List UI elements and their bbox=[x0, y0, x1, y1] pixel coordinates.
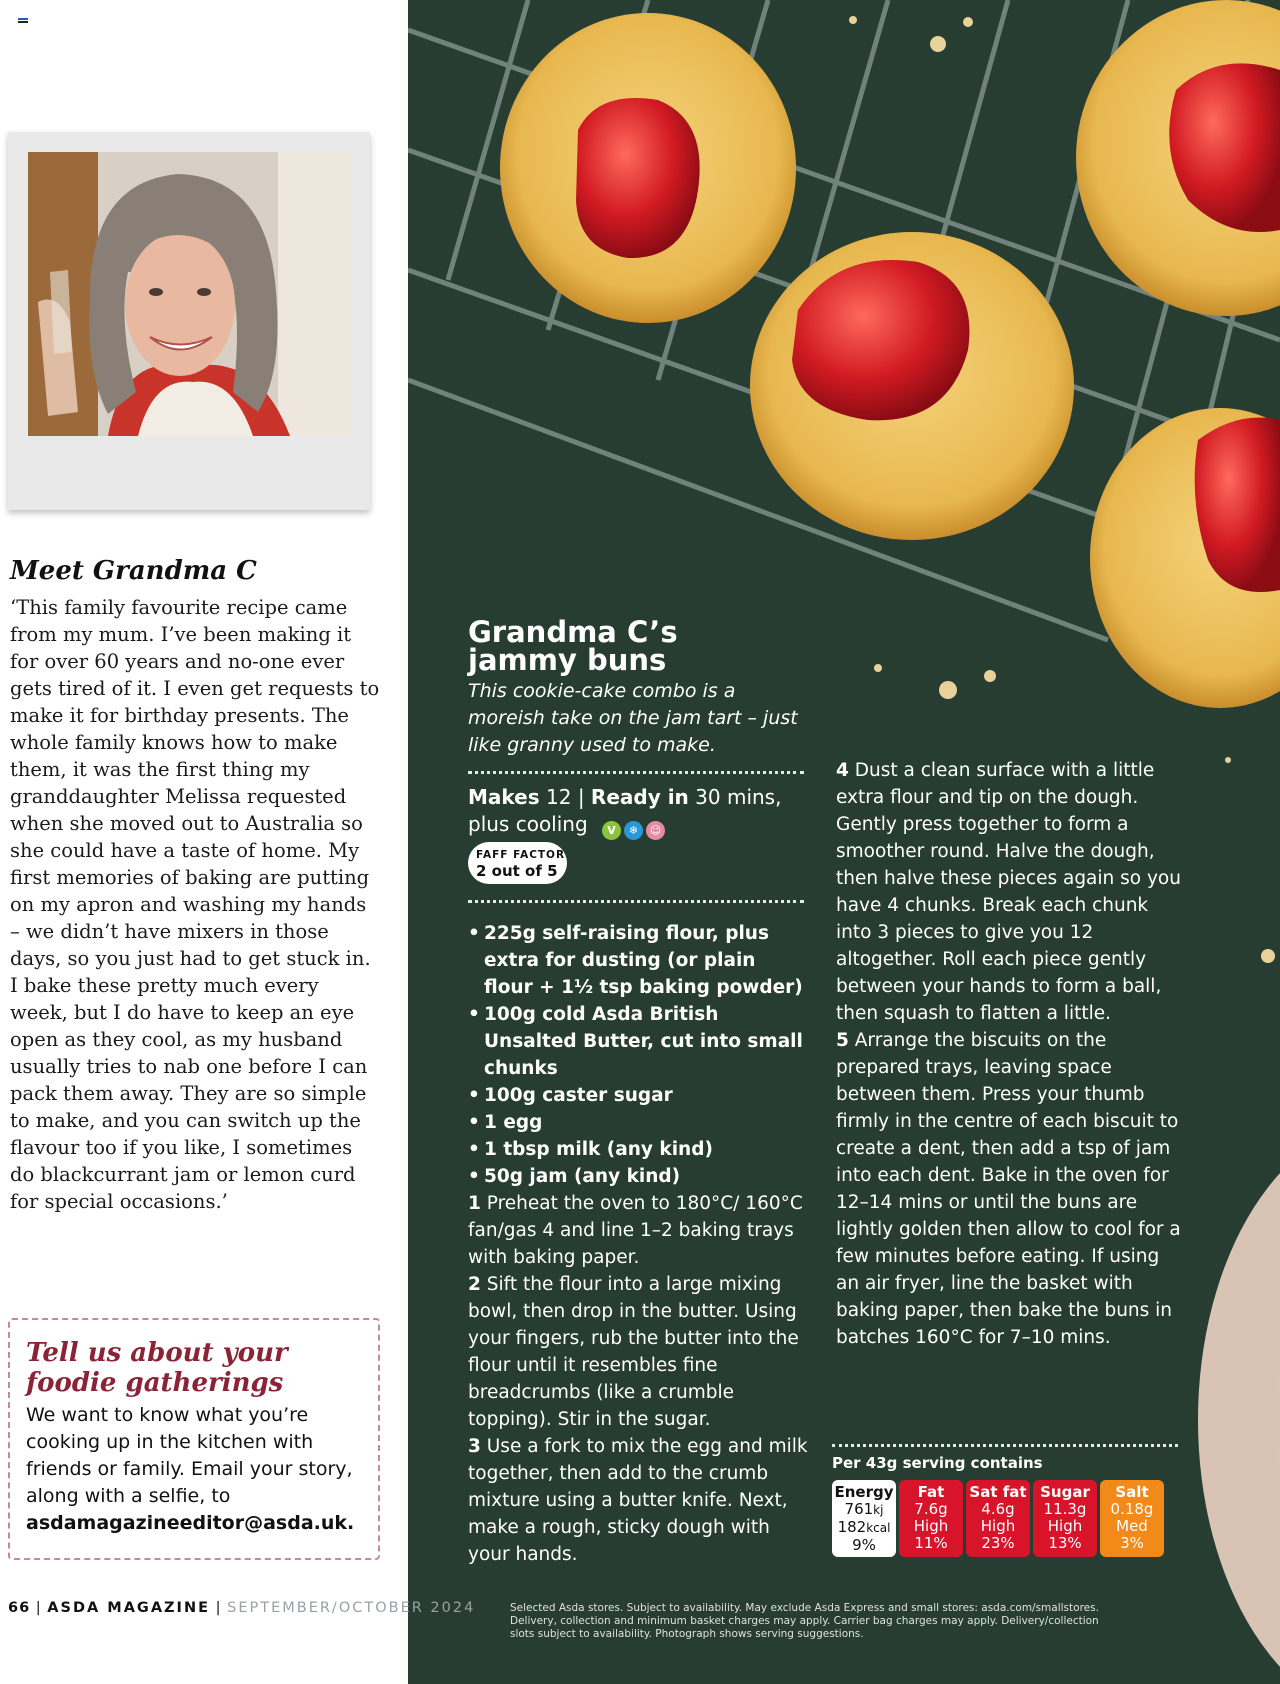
recipe-title-line1: Grandma C’s bbox=[468, 615, 678, 649]
faff-factor-value: 2 out of 5 bbox=[476, 862, 558, 880]
makes-value: 12 bbox=[546, 785, 572, 809]
dotted-divider bbox=[468, 900, 804, 903]
nutrition-cells bbox=[832, 1480, 1172, 1557]
step-number: 1 bbox=[468, 1193, 481, 1214]
tell-us-body bbox=[26, 1402, 376, 1537]
nutrition-panel bbox=[832, 1454, 1172, 1557]
nutrition-cell-energy bbox=[832, 1480, 896, 1557]
nutrient-name: Fat bbox=[917, 1483, 945, 1501]
nutrient-name: Sat fat bbox=[969, 1483, 1027, 1501]
page-number: 66 bbox=[8, 1600, 31, 1616]
nutrient-level: High bbox=[1047, 1517, 1083, 1535]
nutrition-cell-sugar bbox=[1033, 1480, 1097, 1557]
editor-email-link[interactable]: asdamagazineeditor@asda.uk. bbox=[26, 1512, 355, 1534]
nutrient-amount: 4.6g bbox=[981, 1500, 1015, 1518]
ingredients-list bbox=[468, 920, 808, 1190]
meet-grandma-body: ‘This family favourite recipe came from my mum. I’ve been making it for over 60 years and no-one ever gets tired of it. I even get requests to make it for birthday presents. The whole family knows how to make them, it was the first thing my granddaughter Melissa requested when she moved out to Australia so she could have a taste of home. My first memories of baking are putting on my apron and washing my hands – we didn’t have mixers in those days, so you just had to get stuck in. I bake these pretty much every week, but I do have to keep an eye open as they cool, as my husband usually tries to nab one before I can pack them away. They are so simple to make, and you can switch up the flavour too if you like, I sometimes do blackcurrant jam or lemon curd for special occasions.’ bbox=[10, 596, 380, 1213]
step-number: 4 bbox=[836, 760, 849, 781]
energy-kcal-unit: kcal bbox=[866, 1521, 891, 1535]
nutrient-pct: 11% bbox=[914, 1534, 948, 1552]
makes-label: Makes bbox=[468, 785, 540, 809]
energy-kj bbox=[832, 1501, 896, 1519]
freezable-icon: ❄ bbox=[624, 821, 643, 840]
faff-factor-label: FAFF FACTOR bbox=[476, 849, 566, 861]
nutrient-name: Sugar bbox=[1040, 1483, 1090, 1501]
meet-grandma-title: Meet Grandma C bbox=[10, 556, 257, 586]
nutrient-level: Med bbox=[1116, 1517, 1148, 1535]
energy-kj-unit: kj bbox=[873, 1503, 884, 1517]
energy-kj-value: 761 bbox=[844, 1500, 874, 1518]
step-text: Arrange the biscuits on the prepared trays, leaving space between them. Press your thumb firmly in the centre of each biscuit to create a dent, then add a tsp of jam into each dent. Bake in the oven for 12–14 mins or until the buns are lightly golden then allow to cool for a few minutes before eating. If using an air fryer, line the basket with baking paper, then bake the buns in batches 160°C for 7–10 mins. bbox=[836, 1030, 1181, 1348]
list-item: • 1 tbsp milk (any kind) bbox=[468, 1136, 808, 1163]
ready-value: 30 mins, plus cooling bbox=[468, 785, 782, 836]
list-item: • 50g jam (any kind) bbox=[468, 1163, 808, 1190]
energy-kcal-value: 182 bbox=[837, 1518, 867, 1536]
recipe-title-line2: jammy buns bbox=[468, 643, 667, 677]
tell-us-box bbox=[8, 1318, 380, 1560]
method-steps-column-2 bbox=[836, 757, 1186, 1351]
energy-kcal bbox=[832, 1519, 896, 1537]
dotted-divider bbox=[468, 771, 804, 774]
step-number: 2 bbox=[468, 1274, 481, 1295]
tell-us-title-line1: Tell us about your bbox=[26, 1338, 288, 1368]
list-item: • 100g cold Asda British Unsalted Butter, cut into small chunks bbox=[468, 1001, 808, 1082]
faff-factor-badge bbox=[468, 842, 567, 884]
tell-us-title bbox=[26, 1338, 288, 1398]
nutrition-cell-fat bbox=[899, 1480, 963, 1557]
method-steps-column-1 bbox=[468, 1190, 808, 1568]
grandma-portrait-photo bbox=[28, 152, 352, 436]
allergy-icon: ☺ bbox=[646, 821, 665, 840]
nutrient-level: High bbox=[913, 1517, 949, 1535]
page-footer bbox=[8, 1600, 475, 1616]
sidebar-column bbox=[0, 0, 408, 1684]
step-text: Preheat the oven to 180°C/ 160°C fan/gas 4 and line 1–2 baking trays with baking paper. bbox=[468, 1193, 803, 1268]
footer-separator: | bbox=[215, 1600, 222, 1616]
recipe-title bbox=[468, 615, 808, 677]
vegetarian-icon: V bbox=[602, 821, 621, 840]
recipe-intro: This cookie-cake combo is a moreish take on the jam tart – just like granny used to make. bbox=[468, 680, 798, 756]
step-number: 3 bbox=[468, 1436, 481, 1457]
tell-us-title-line2: foodie gatherings bbox=[26, 1368, 284, 1398]
recipe-meta bbox=[468, 784, 808, 840]
disclaimer-text: Selected Asda stores. Subject to availability. May exclude Asda Express and small stores: asda.com/smallstores. Delivery, collection and minimum basket charges may apply. Carrier bag charges may apply. Delivery/collection slots subject to availability. Photograph shows serving suggestions. bbox=[510, 1602, 1099, 1640]
nutrition-cell-salt bbox=[1100, 1480, 1164, 1557]
nutrient-pct: 3% bbox=[1120, 1534, 1144, 1552]
issue-date: SEPTEMBER/OCTOBER 2024 bbox=[227, 1600, 476, 1616]
nutrient-level: High bbox=[980, 1517, 1016, 1535]
nutrient-pct: 23% bbox=[981, 1534, 1015, 1552]
step-number: 5 bbox=[836, 1030, 849, 1051]
nutrition-heading: Per 43g serving contains bbox=[832, 1454, 1043, 1472]
recipe-panel bbox=[408, 0, 1280, 1684]
nutrient-name: Salt bbox=[1115, 1483, 1149, 1501]
magazine-name: ASDA MAGAZINE bbox=[47, 1600, 210, 1616]
nutrient-amount: 0.18g bbox=[1110, 1500, 1154, 1518]
step-text: Dust a clean surface with a little extra flour and tip on the dough. Gently press together to form a smoother round. Halve the dough, then halve these pieces again so you have 4 chunks. Break each chunk into 3 pieces to give you 12 altogether. Roll each piece gently between your hands to form a ball, then squash to flatten a little. bbox=[836, 760, 1181, 1024]
nutrient-amount: 7.6g bbox=[914, 1500, 948, 1518]
flag-icon bbox=[18, 18, 28, 26]
step-text: Sift the flour into a large mixing bowl, then drop in the butter. Using your fingers, rub the butter into the flour until it resembles fine breadcrumbs (like a crumble topping). Stir in the sugar. bbox=[468, 1274, 799, 1430]
footer-separator: | bbox=[35, 1600, 42, 1616]
nutrition-cell-sat-fat bbox=[966, 1480, 1030, 1557]
list-item: • 100g caster sugar bbox=[468, 1082, 808, 1109]
meta-separator: | bbox=[577, 785, 585, 809]
portrait-illustration-icon bbox=[28, 152, 352, 436]
ready-label: Ready in bbox=[590, 785, 689, 809]
nutrient-amount: 11.3g bbox=[1043, 1500, 1087, 1518]
tell-us-text: We want to know what you’re cooking up in the kitchen with friends or family. Email your story, along with a selfie, to bbox=[26, 1404, 353, 1507]
dotted-divider bbox=[832, 1444, 1178, 1447]
nutrient-name: Energy bbox=[834, 1483, 894, 1501]
list-item: • 1 egg bbox=[468, 1109, 808, 1136]
step-text: Use a fork to mix the egg and milk together, then add to the crumb mixture using a butter knife. Next, make a rough, sticky dough with your hands. bbox=[468, 1436, 808, 1565]
nutrient-pct: 9% bbox=[852, 1536, 876, 1554]
nutrient-pct: 13% bbox=[1048, 1534, 1082, 1552]
list-item: • 225g self-raising flour, plus extra for dusting (or plain flour + 1½ tsp baking powder) bbox=[468, 920, 808, 1001]
polaroid-photo-frame bbox=[8, 132, 370, 510]
